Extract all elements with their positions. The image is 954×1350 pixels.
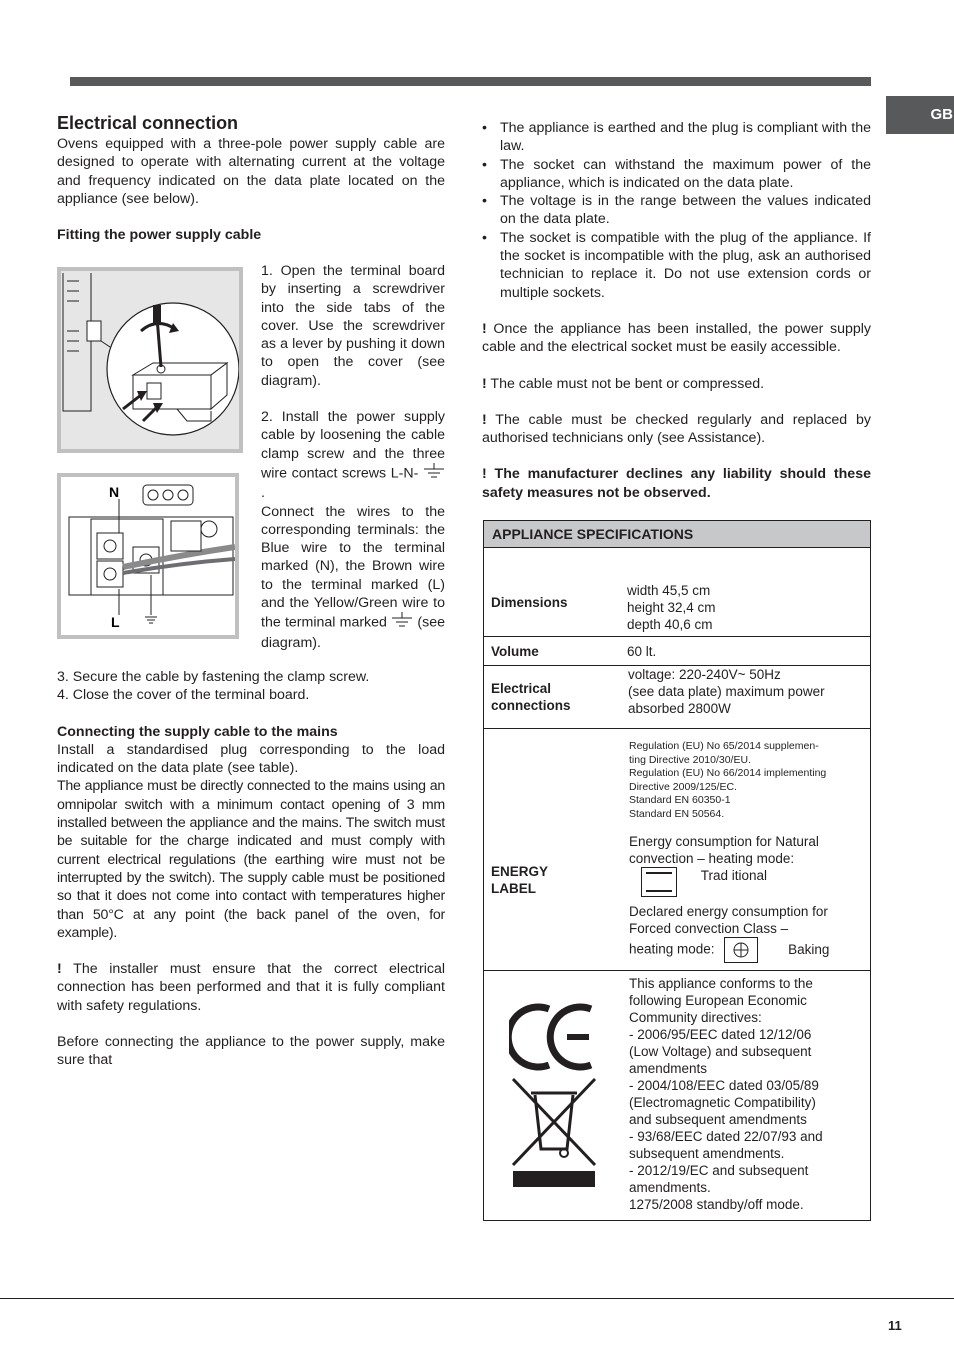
compliance-line: following European Economic [629, 993, 807, 1008]
section-title: Electrical connection [57, 113, 239, 133]
step-1: 1. Open the terminal board by inserting a screwdriver into the side tabs of the cover. Use the screwdriver as a lever by pushing it down to open the cover (see diagram). [261, 263, 445, 389]
language-tab [886, 96, 954, 134]
electrical-label [484, 666, 625, 729]
warning-mark: ! [482, 466, 487, 483]
checklist [482, 119, 871, 302]
baking-label: Baking [788, 941, 830, 957]
baking-row [629, 937, 870, 963]
ce-mark-icon [509, 1007, 591, 1067]
dim-height: height 32,4 cm [627, 599, 716, 615]
step-2-text: 2. Install the power supply cable by loosening the cable clamp screw and the three wire contact screws L-N- [261, 409, 445, 482]
natural-convection-line: Energy consumption for Natural [629, 834, 819, 849]
heating-mode-label: heating mode: [629, 941, 715, 957]
earth-symbol-icon [391, 612, 413, 633]
live-label: L [111, 614, 120, 630]
right-column [482, 119, 871, 502]
dim-width: width 45,5 cm [627, 582, 711, 598]
warning-bent [482, 375, 871, 393]
forced-convection-line: Declared energy consumption for [629, 904, 828, 919]
energy-label-line2: LABEL [491, 880, 536, 896]
volume-label: Volume [484, 637, 625, 666]
compliance-logos [484, 971, 625, 1221]
traditional-label: Trad itional [700, 868, 768, 883]
traditional-oven-icon [641, 867, 677, 897]
electrical-label-line2: connections [491, 698, 571, 713]
header-rule [70, 77, 871, 86]
wiring-illustration [61, 477, 235, 635]
energy-label [484, 729, 625, 971]
fitting-steps [261, 262, 445, 652]
regulation-line: Standard EN 50564. [629, 807, 725, 820]
table-row [484, 548, 871, 637]
compliance-line: (Electromagnetic Compatibility) [629, 1095, 816, 1110]
traditional-row [641, 867, 870, 895]
warning-mark: ! [482, 375, 487, 392]
warning-text: Once the appliance has been installed, the power supply cable and the electrical socket must be easily accessible. [482, 320, 871, 356]
warning-accessible [482, 320, 871, 357]
compliance-line: (Low Voltage) and subsequent [629, 1044, 812, 1059]
electrical-value [624, 666, 871, 729]
earth-symbol-icon [423, 463, 445, 484]
warning-mark: ! [482, 320, 487, 337]
terminal-board-illustration [61, 271, 239, 449]
table-row [484, 637, 871, 666]
fitting-heading: Fitting the power supply cable [57, 227, 262, 244]
forced-convection-line: Forced convection Class – [629, 921, 789, 936]
warning-mark: ! [57, 961, 62, 978]
ce-weee-logos [509, 999, 599, 1189]
warning-text: The cable must be checked regularly and replaced by authorised technicians only (see Assistance). [482, 411, 871, 447]
weee-bin-icon [513, 1079, 595, 1187]
terminal-board-diagram [57, 267, 243, 453]
mains-paragraph-1: Install a standardised plug corresponding to the load indicated on the data plate (see table). [57, 741, 445, 777]
table-heading: APPLIANCE SPECIFICATIONS [484, 521, 871, 548]
warning-text: The manufacturer declines any liability should these safety measures not be observed. [482, 466, 871, 501]
list-item: • The socket can withstand the maximum power of the appliance, which is indicated on the data plate. [482, 156, 871, 193]
compliance-line: amendments [629, 1061, 708, 1076]
elec-power: (see data plate) maximum power absorbed 2800W [628, 684, 825, 716]
table-row [484, 971, 871, 1221]
dimensions-value [624, 548, 871, 637]
compliance-text [624, 971, 871, 1221]
left-continued [57, 668, 445, 1070]
volume-value: 60 lt. [624, 637, 871, 666]
electrical-label-line1: Electrical [491, 681, 552, 696]
wiring-diagram [57, 473, 239, 639]
mains-heading: Connecting the supply cable to the mains [57, 723, 338, 740]
compliance-line: subsequent amendments. [629, 1146, 785, 1161]
left-column [57, 113, 445, 244]
warning-checked [482, 411, 871, 448]
dim-depth: depth 40,6 cm [627, 616, 713, 632]
natural-convection-line: convection – heating mode: [629, 851, 795, 866]
energy-value [624, 729, 871, 971]
step-3: 3. Secure the cable by fastening the clamp screw. [57, 669, 370, 685]
specifications-table [483, 520, 871, 1221]
list-item: • The appliance is earthed and the plug is compliant with the law. [482, 119, 871, 156]
step-2-wires [261, 503, 445, 652]
compliance-line: - 93/68/EEC dated 22/07/93 and [629, 1129, 823, 1144]
regulation-line: ting Directive 2010/30/EU. [629, 753, 751, 766]
elec-voltage: voltage: 220-240V~ 50Hz [628, 667, 781, 682]
installer-warning-text: The installer must ensure that the correct electrical connection has been performed and that it is fully compliant with safety regulations. [57, 961, 446, 1014]
page-number: 11 [888, 1318, 902, 1333]
compliance-line: - 2004/108/EEC dated 03/05/89 [629, 1078, 819, 1093]
mains-paragraph-2: The appliance must be directly connected to the mains using an omnipolar switch with a minimum contact opening of 3 mm installed between the appliance and the mains. The switch must be suitable for the charge indicated and must comply with current electrical regulations (the earthing wire must not be interrupted by the switch). The supply cable must be positioned so that it does not come into contact with temperatures higher than 50°C at any point (the back panel of the oven, for example). [57, 778, 445, 941]
dimensions-label: Dimensions [484, 548, 625, 637]
compliance-line: This appliance conforms to the [629, 976, 813, 991]
step-4: 4. Close the cover of the terminal board. [57, 687, 310, 704]
step-2-see-diagram: (see diagram). [261, 614, 446, 651]
language-tab-label: GB [930, 106, 953, 123]
step-2-wires-text: Connect the wires to the corresponding terminals: the Blue wire to the terminal marked (N), the Brown wire to the terminal marked (L) and the Yellow/Green wire to the terminal marked [261, 503, 445, 631]
regulation-line: Regulation (EU) No 66/2014 implementing [629, 767, 827, 779]
warning-text: The cable must not be bent or compressed. [490, 375, 765, 392]
compliance-line: amendments. [629, 1180, 711, 1195]
before-connecting: Before connecting the appliance to the power supply, make sure that [57, 1034, 445, 1069]
regulation-line: Regulation (EU) No 65/2014 supplemen- [629, 740, 819, 752]
installer-warning [57, 960, 445, 1015]
regulation-line: Standard EN 60350-1 [629, 794, 731, 806]
intro-paragraph: Ovens equipped with a three-pole power supply cable are designed to operate with alternating current at the voltage and frequency indicated on the data plate located on the appliance (see below). [57, 136, 445, 207]
compliance-line: 1275/2008 standby/off mode. [629, 1197, 804, 1212]
footer-rule [0, 1298, 954, 1299]
list-item: • The socket is compatible with the plug of the appliance. If the socket is incompatible with the plug, ask an authorised technician to replace it. Do not use extension cords or multiple sockets. [482, 229, 871, 302]
warning-liability [482, 465, 871, 502]
baking-fan-icon [724, 937, 758, 963]
compliance-line: Community directives: [629, 1010, 762, 1025]
compliance-line: - 2012/19/EC and subsequent [629, 1163, 809, 1178]
table-row [484, 666, 871, 729]
compliance-line: - 2006/95/EEC dated 12/12/06 [629, 1027, 812, 1042]
energy-label-line1: ENERGY [491, 863, 549, 879]
list-item: • The voltage is in the range between the values indicated on the data plate. [482, 192, 871, 229]
compliance-line: and subsequent amendments [629, 1112, 807, 1127]
neutral-label: N [109, 484, 120, 500]
regulation-line: Directive 2009/125/EC. [629, 780, 737, 793]
warning-mark: ! [482, 411, 487, 428]
step-2: 2. Install the power supply cable by loosening the cable clamp screw and the three wire contact screws L-N- . [261, 409, 445, 502]
table-row [484, 729, 871, 971]
